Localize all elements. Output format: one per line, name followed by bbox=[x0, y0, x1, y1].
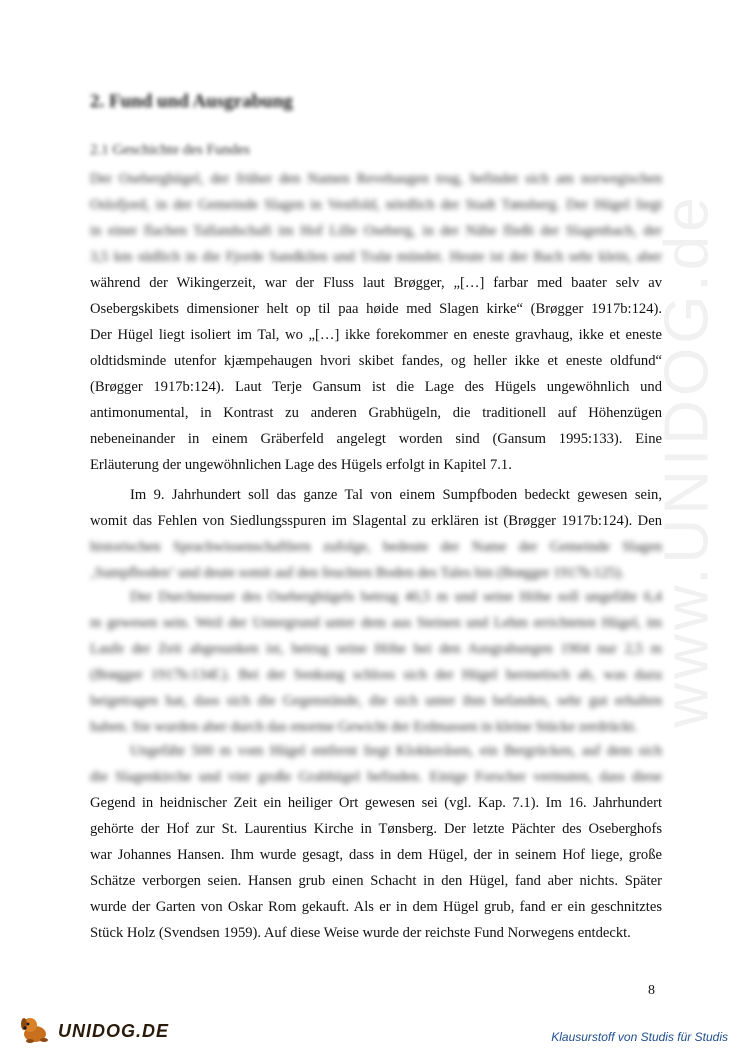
blurred-line: 3,5 km südlich in die Fjorde Sandkilen und Tralø mündet. Heute ist der Bach sehr klein, aber bbox=[90, 249, 662, 265]
text-line: Der Hügel liegt isoliert im Tal, wo „[…] ikke forekommer en eneste gravhaug, ikke et eneste bbox=[90, 327, 662, 343]
blurred-line: m gewesen sein. Weil der Untergrund unter dem aus Steinen und Lehm errichteten Hügel, im bbox=[90, 615, 662, 631]
blurred-line: historischen Sprachwissenschaftlern zufolge, bedeute der Name der Gemeinde Slagen bbox=[90, 539, 662, 555]
text-line: nebeneinander in einem Gräberfeld angelegt worden sind (Gansum 1995:133). Eine bbox=[90, 431, 662, 447]
text-line: (Brøgger 1917b:124). Laut Terje Gansum ist die Lage des Hügels ungewöhnlich und bbox=[90, 379, 662, 395]
section-heading: 2. Fund und Ausgrabung bbox=[90, 91, 293, 112]
blurred-line: Ungefähr 500 m vom Hügel entfernt liegt Klokkeråsen, ein Bergrücken, auf dem sich bbox=[130, 743, 662, 759]
paragraph-2 bbox=[90, 482, 662, 586]
paragraph-4 bbox=[90, 738, 662, 946]
logo-text: UNIDOG.DE bbox=[58, 1021, 170, 1041]
site-logo[interactable] bbox=[18, 1014, 169, 1049]
paragraph-3 bbox=[90, 584, 662, 740]
blurred-line: (Brøgger 1917b:134f.). Bei der Senkung schloss sich der Hügel hermetisch ab, was dazu bbox=[90, 667, 662, 683]
subsection-heading: 2.1 Geschichte des Fundes bbox=[90, 142, 250, 158]
blurred-line: Oslofjord, in der Gemeinde Slagen in Vestfold, nördlich der Stadt Tønsberg. Der Hügel liegt bbox=[90, 197, 662, 213]
blurred-line: beigetragen hat, dass sich die Gegenstände, die sich unter ihm befanden, sehr gut erhalten bbox=[90, 693, 662, 709]
page-number: 8 bbox=[648, 983, 655, 998]
text-line: Erläuterung der ungewöhnlichen Lage des Hügels erfolgt in Kapitel 7.1. bbox=[90, 457, 512, 473]
text-line: wurde der Garten von Oskar Rom gekauft. Als er in dem Hügel grub, fand er ein geschnitztes bbox=[90, 899, 662, 915]
text-line: gehörte der Hof zur St. Laurentius Kirche in Tønsberg. Der letzte Pächter des Oseberghofs bbox=[90, 821, 662, 837]
blurred-line: die Slagenkirche und vier große Grabhügel befinden. Einige Forscher vermuten, dass diese bbox=[90, 769, 662, 785]
footer-tagline: Klausurstoff von Studis für Studis bbox=[551, 1030, 728, 1044]
text-line: Stück Holz (Svendsen 1959). Auf diese Weise wurde der reichste Fund Norwegens entdeckt. bbox=[90, 925, 631, 941]
paragraph-1 bbox=[90, 166, 662, 478]
blurred-line: Laufe der Zeit abgesunken ist, betrug seine Höhe bei den Ausgrabungen 1904 nur 2,5 m bbox=[90, 641, 662, 657]
blurred-line: ‚Sumpfboden‘ und deute somit auf den feuchten Boden des Tales hin (Brøgger 1917b:125). bbox=[90, 565, 625, 581]
text-line: war Johannes Hansen. Ihm wurde gesagt, dass in dem Hügel, der in seinem Hof liege, große bbox=[90, 847, 662, 863]
blurred-line: haben. Sie wurden aber durch das enorme Gewicht der Erdmassen in kleine Stücke zerdrückt. bbox=[90, 719, 638, 735]
blurred-line: in einer flachen Tallandschaft im Hof Lille Oseberg, in der Nähe fließt der Slagenbach, der bbox=[90, 223, 662, 239]
blurred-line: Der Durchmesser des Oseberghügels betrug 40,5 m und seine Höhe soll ungefähr 6,4 bbox=[130, 589, 662, 605]
text-line: während der Wikingerzeit, war der Fluss laut Brøgger, „[…] farbar med baater selv av bbox=[90, 275, 662, 291]
text-line: Gegend in heidnischer Zeit ein heiliger Ort gewesen sei (vgl. Kap. 7.1). Im 16. Jahrhundert bbox=[90, 795, 662, 811]
watermark-text: www.UNIDOG.de bbox=[652, 192, 722, 728]
text-line: Osebergskibets dimensioner helt op til paa høide med Slagen kirke“ (Brøgger 1917b:124). bbox=[90, 301, 662, 317]
dog-mascot-icon bbox=[18, 1014, 52, 1049]
text-line: womit das Fehlen von Siedlungsspuren im Slagental zu erklären ist (Brøgger 1917b:124). Den bbox=[90, 513, 662, 529]
text-line: Schätze verborgen seien. Hansen grub einen Schacht in den Hügel, fand aber nichts. Später bbox=[90, 873, 662, 889]
blurred-line: Der Oseberghügel, der früher den Namen Revehaugen trug, befindet sich am norwegischen bbox=[90, 171, 662, 187]
text-line: antimonumental, in Kontrast zu anderen Grabhügeln, die traditionell auf Höhenzügen bbox=[90, 405, 662, 421]
text-line: Im 9. Jahrhundert soll das ganze Tal von einem Sumpfboden bedeckt gewesen sein, bbox=[130, 487, 662, 503]
text-line: oldtidsminde utenfor kjæmpehaugen hvori skibet fandes, og heller ikke et eneste oldfund“ bbox=[90, 353, 662, 369]
